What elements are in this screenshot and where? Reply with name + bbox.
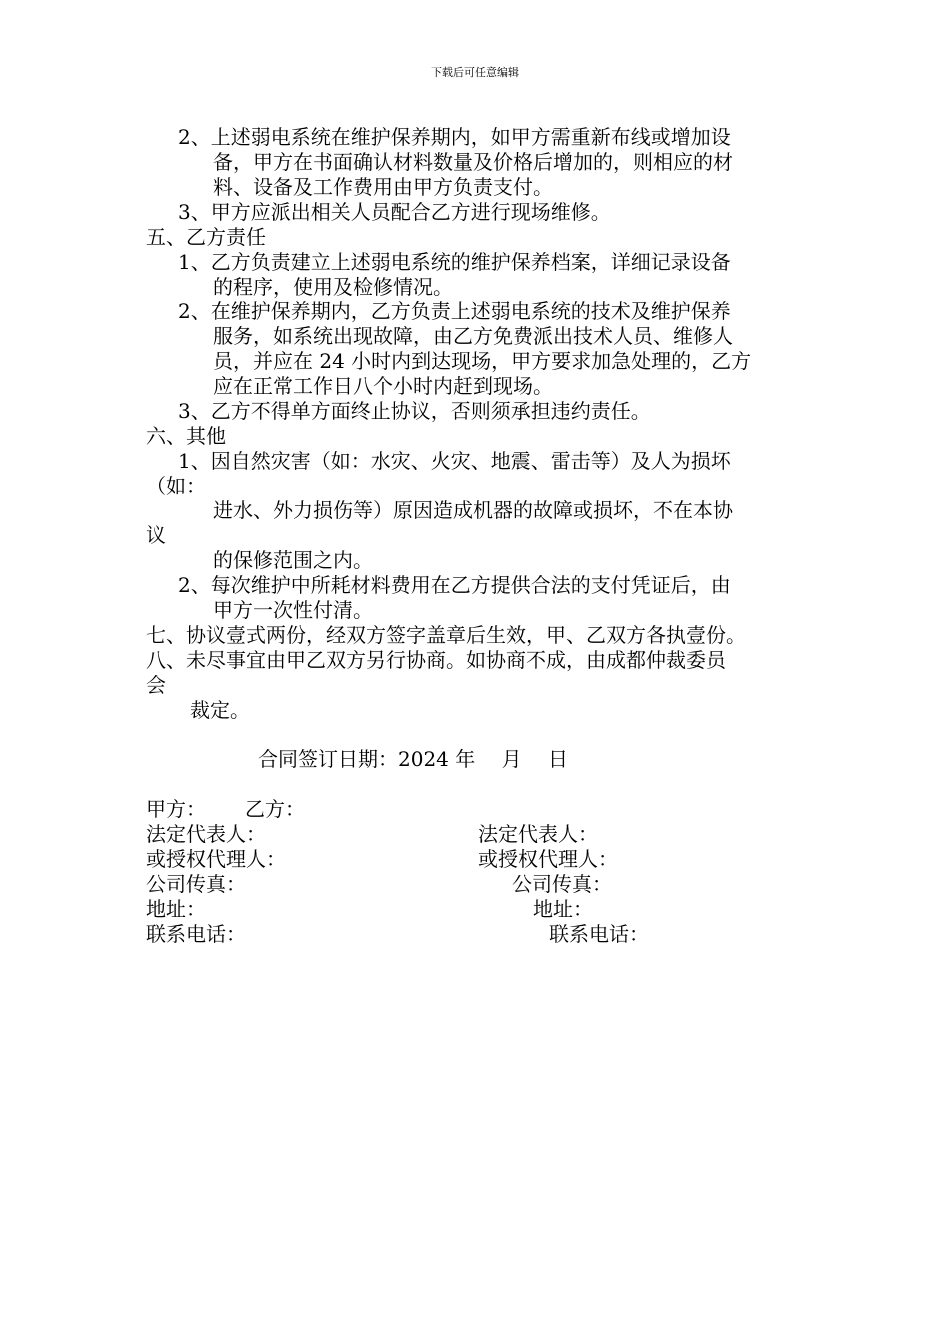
- clause-5-item-2-line-2: 服务，如系统出现故障，由乙方免费派出技术人员、维修人: [213, 324, 733, 348]
- clause-4-item-3: 3、甲方应派出相关人员配合乙方进行现场维修。: [178, 200, 611, 224]
- clause-6-item-2-line-1: 2、每次维护中所耗材料费用在乙方提供合法的支付凭证后，由: [178, 573, 731, 597]
- clause-6-item-1-line-2: （如：: [146, 474, 206, 498]
- section-5-heading: 五、乙方责任: [146, 225, 266, 249]
- clause-5-item-2-line-4: 应在正常工作日八个小时内赶到现场。: [213, 374, 553, 398]
- clause-4-item-2-line-1: 2、上述弱电系统在维护保养期内，如甲方需重新布线或增加设: [178, 125, 731, 149]
- party-a-authorized-agent: 或授权代理人：: [146, 847, 286, 871]
- section-7: 七、协议壹式两份，经双方签字盖章后生效，甲、乙双方各执壹份。: [146, 623, 746, 647]
- party-b-phone: 联系电话：: [549, 922, 649, 946]
- party-a-label: 甲方：: [146, 797, 206, 821]
- party-a-address: 地址：: [146, 897, 206, 921]
- clause-6-item-1-line-5: 的保修范围之内。: [213, 548, 373, 572]
- clause-5-item-1-line-2: 的程序，使用及检修情况。: [213, 275, 453, 299]
- page-header-note: 下载后可任意编辑: [431, 66, 519, 79]
- party-a-fax: 公司传真：: [146, 872, 246, 896]
- clause-5-item-1-line-1: 1、乙方负责建立上述弱电系统的维护保养档案，详细记录设备: [178, 250, 731, 274]
- clause-4-item-2-line-3: 料、设备及工作费用由甲方负责支付。: [213, 175, 553, 199]
- party-b-fax: 公司传真：: [512, 872, 612, 896]
- clause-4-item-2-line-2: 备，甲方在书面确认材料数量及价格后增加的，则相应的材: [213, 150, 733, 174]
- clause-6-item-1-line-3: 进水、外力损伤等）原因造成机器的故障或损坏，不在本协: [213, 498, 733, 522]
- party-b-authorized-agent: 或授权代理人：: [478, 847, 618, 871]
- section-8-line-1: 八、未尽事宜由甲乙双方另行协商。如协商不成，由成都仲裁委员: [146, 648, 726, 672]
- clause-5-item-3: 3、乙方不得单方面终止协议，否则须承担违约责任。: [178, 399, 651, 423]
- clause-6-item-1-line-1: 1、因自然灾害（如：水灾、火灾、地震、雷击等）及人为损坏: [178, 449, 731, 473]
- party-b-label: 乙方：: [245, 797, 305, 821]
- contract-sign-date: 合同签订日期：2024 年 月 日: [258, 747, 568, 771]
- party-b-legal-representative: 法定代表人：: [478, 822, 598, 846]
- clause-5-item-2-line-1: 2、在维护保养期内，乙方负责上述弱电系统的技术及维护保养: [178, 299, 731, 323]
- section-6-heading: 六、其他: [146, 424, 226, 448]
- clause-5-item-2-line-3: 员，并应在 24 小时内到达现场，甲方要求加急处理的，乙方: [213, 349, 752, 373]
- clause-6-item-1-line-4: 议: [146, 523, 166, 547]
- section-8-line-2: 会: [146, 673, 166, 697]
- party-a-phone: 联系电话：: [146, 922, 246, 946]
- party-a-legal-representative: 法定代表人：: [146, 822, 266, 846]
- party-b-address: 地址：: [533, 897, 593, 921]
- section-8-line-3: 裁定。: [190, 698, 250, 722]
- clause-6-item-2-line-2: 甲方一次性付清。: [213, 598, 373, 622]
